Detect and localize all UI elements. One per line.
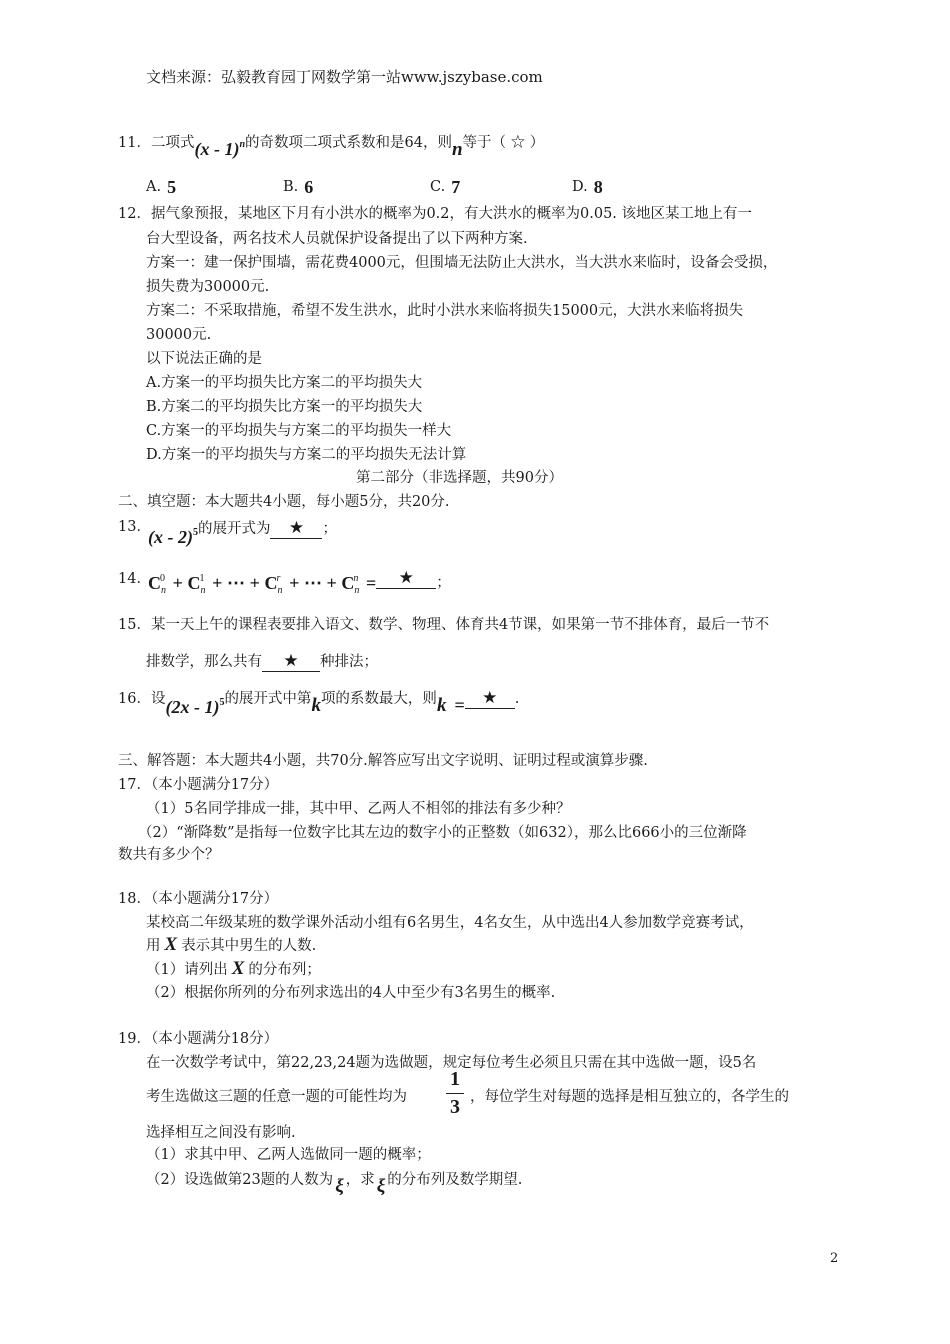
question-11-option-a: A. 5 <box>146 177 177 197</box>
question-15-line-2: 排数学，那么共有 ★ 种排法； <box>146 651 378 671</box>
question-15-line-1: 15．某一天上午的课程表要排入语文、数学、物理、体育共4节课，如果第一节不排体育，最后一节不 <box>118 617 770 633</box>
document-source-header: 文档来源：弘毅教育园丁网数学第一站www.jszybase.com <box>146 68 543 86</box>
question-12-option-b: B.方案二的平均损失比方案一的平均损失大 <box>146 399 423 415</box>
question-13-expression: (x - 2)$^5$ <box>148 527 198 547</box>
question-13-text: 的展开式为 <box>197 521 271 537</box>
page-number: 2 <box>830 1251 839 1266</box>
question-18-part-1: （1）请列出 X 的分布列； <box>146 958 321 979</box>
question-18-line-1: 某校高二年级某班的数学课外活动小组有6名男生，4名女生，从中选出4人参加数学竞赛考试， <box>146 915 754 931</box>
question-19-line-2b: ，每位学生对每题的选择是相互独立的，各学生的 <box>470 1089 789 1105</box>
question-17-part-2-cont: 数共有多少个？ <box>118 847 220 863</box>
binom-term-1: C 1 $_n$ <box>187 573 206 596</box>
question-12-plan-2-cont: 30000元. <box>146 327 212 343</box>
question-11-option-d: D. 8 <box>572 177 603 197</box>
question-11-number: 11．二项式 <box>118 135 195 151</box>
question-16: 16．设(2x - 1)$^5$的展开式中第k项的系数最大，则k = ★ . <box>118 688 520 717</box>
question-15-blank: ★ <box>262 652 320 672</box>
part-2-title: 第二部分（非选择题，共90分） <box>356 470 563 486</box>
question-11-option-c: C. 7 <box>430 177 461 197</box>
question-12-line-2: 台大型设备，两名技术人员就保护设备提出了以下两种方案. <box>146 231 528 247</box>
question-16-expression: (2x - 1)$^5$ <box>165 697 225 717</box>
question-19-part-2: （2）设选做第23题的人数为 ξ ，求 ξ 的分布列及数学期望. <box>146 1172 523 1197</box>
question-11-variable: n <box>451 139 463 160</box>
question-18-heading: 18．（本小题满分17分） <box>118 891 279 907</box>
question-12-option-d: D.方案一的平均损失与方案二的平均损失无法计算 <box>146 447 467 463</box>
question-13-blank: ★ <box>270 519 322 539</box>
question-12-plan-1-cont: 损失费为30000元. <box>146 279 270 295</box>
question-18-line-2: 用 X 表示其中男生的人数. <box>146 934 317 955</box>
question-12-option-a: A.方案一的平均损失比方案二的平均损失大 <box>146 375 423 391</box>
question-13: (x - 2)$^5$的展开式为 ★ ； <box>148 518 337 547</box>
fraction-one-third: 1 3 <box>446 1068 464 1119</box>
question-19-line-3: 选择相互之间没有影响. <box>146 1125 296 1141</box>
question-16-blank: ★ <box>465 689 515 709</box>
question-11-end: 等于（ ☆ ） <box>462 135 545 151</box>
question-12-plan-2: 方案二：不采取措施，希望不发生洪水，此时小洪水来临将损失15000元，大洪水来临将损失 <box>146 303 744 319</box>
binom-term-0: C 0 $_n$ <box>148 573 166 596</box>
section-2-heading: 二、填空题：本大题共4小题，每小题5分，共20分. <box>118 494 450 510</box>
question-11 <box>118 132 545 160</box>
binom-term-r: C r $_n$ <box>264 573 283 596</box>
question-12-option-c: C.方案一的平均损失与方案二的平均损失一样大 <box>146 423 452 439</box>
question-11-text: 的奇数项二项式系数和是64，则 <box>245 135 452 151</box>
question-12-plan-1: 方案一：建一保护围墙，需花费4000元，但围墙无法防止大洪水，当大洪水来临时，设备会受损， <box>146 255 778 271</box>
question-11-expression: (x - 1)$^n$ <box>194 139 245 159</box>
question-19-line-1: 在一次数学考试中，第22,23,24题为选做题，规定每位考生必须且只需在其中选做一题，设5名 <box>146 1055 757 1071</box>
question-17-part-2: （2）“渐降数”是指每一位数字比其左边的数字小的正整数（如632），那么比666小的三位渐降 <box>138 825 747 841</box>
question-14: C 0 $_n$ + C 1 $_n$ + ⋯ + C r $_n$ + ⋯ + C n $_n$ = ★ ； <box>148 568 451 596</box>
question-12-line-1: 12．据气象预报，某地区下月有小洪水的概率为0.2，有大洪水的概率为0.05. 该地区某工地上有一 <box>118 206 753 222</box>
question-19-part-1: （1）求其中甲、乙两人选做同一题的概率； <box>146 1147 431 1163</box>
binom-term-n: C n $_n$ <box>341 573 360 596</box>
question-17-heading: 17．（本小题满分17分） <box>118 777 279 793</box>
question-18-part-2: （2）根据你所列的分布列求选出的4人中至少有3名男生的概率. <box>146 985 556 1001</box>
question-19-heading: 19．（本小题满分18分） <box>118 1031 279 1047</box>
question-11-option-b: B. 6 <box>283 177 314 197</box>
question-12-prompt: 以下说法正确的是 <box>146 351 262 367</box>
question-14-number: 14． <box>118 571 151 587</box>
question-13-number: 13． <box>118 519 151 535</box>
question-19-line-2a: 考生选做这三题的任意一题的可能性均为 <box>146 1089 407 1105</box>
section-3-heading: 三、解答题：本大题共4小题，共70分.解答应写出文字说明、证明过程或演算步骤. <box>118 753 648 769</box>
question-17-part-1: （1）5名同学排成一排，其中甲、乙两人不相邻的排法有多少种？ <box>146 801 571 817</box>
question-14-blank: ★ <box>376 569 436 589</box>
